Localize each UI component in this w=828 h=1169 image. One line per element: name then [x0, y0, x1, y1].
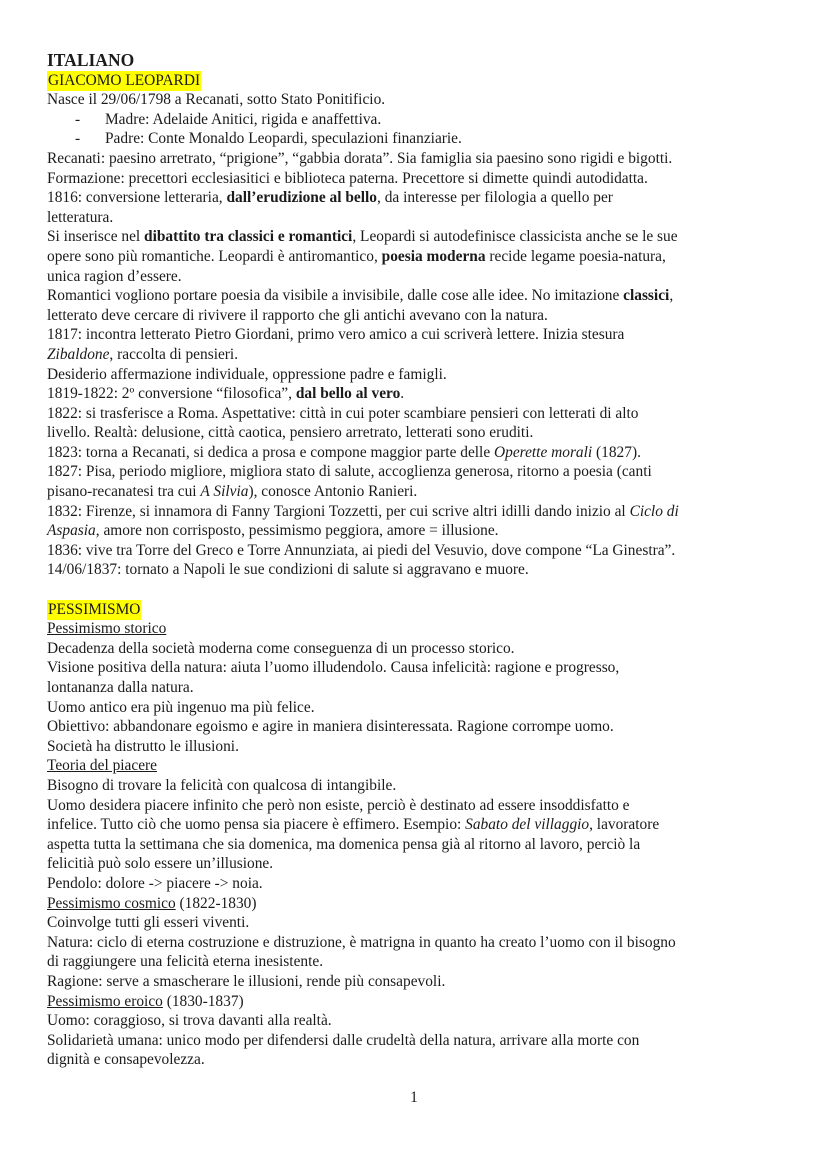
- text-run: Solidarietà umana: unico modo per difendersi dalle crudeltà della natura, arrivare alla morte con: [47, 1031, 640, 1049]
- text-line: [47, 482, 787, 502]
- text-run: (1827).: [592, 443, 641, 461]
- section-heading: [47, 71, 787, 91]
- subsection-heading: [47, 992, 787, 1012]
- text-run: letteratura.: [47, 208, 114, 226]
- text-run: dall’erudizione al bello: [226, 189, 377, 207]
- page-number: 1: [410, 1089, 418, 1106]
- text-line: [47, 384, 787, 404]
- text-run: 1819-1822: 2º conversione “filosofica”,: [47, 385, 296, 403]
- text-run: 1817: incontra letterato Pietro Giordani, primo vero amico a cui scriverà lettere. Inizia stesura: [47, 326, 625, 344]
- text-run: ,: [669, 287, 674, 305]
- text-run: Decadenza della società moderna come conseguenza di un processo storico.: [47, 639, 515, 657]
- text-run: dibattito tra classici e romantici: [144, 228, 353, 246]
- text-run: recide legame poesia-natura,: [485, 247, 666, 265]
- text-line: [47, 286, 787, 306]
- text-run: , amore non corrisposto, pessimismo peggiora, amore = illusione.: [95, 522, 499, 540]
- text-run: 1822: si trasferisce a Roma. Aspettative: città in cui poter scambiare pensieri con letterati di alto: [47, 404, 639, 422]
- subsection-heading: [47, 756, 787, 776]
- text-line: [47, 796, 787, 816]
- text-run: Società ha distrutto le illusioni.: [47, 737, 239, 755]
- text-line: [47, 874, 787, 894]
- text-run: Coinvolge tutti gli esseri viventi.: [47, 914, 250, 932]
- text-run: , Leopardi si autodefinisce classicista anche se le sue: [352, 228, 678, 246]
- text-run: Si inserisce nel: [47, 228, 145, 246]
- text-run: Pessimismo eroico: [47, 992, 163, 1010]
- text-line: [47, 658, 787, 678]
- text-line: [47, 1031, 787, 1051]
- list-item: [47, 129, 787, 149]
- text-run: 14/06/1837: tornato a Napoli le sue condizioni di salute si aggravano e muore.: [47, 561, 529, 579]
- doc-title: [47, 51, 787, 71]
- text-run: Madre: Adelaide Anitici, rigida e anaffettiva.: [105, 110, 382, 128]
- text-run: aspetta tutta la settimana che sia domenica, ma domenica pensa già al ritorno al lavoro, perciò la: [47, 835, 641, 853]
- text-line: [47, 541, 787, 561]
- text-run: 1823: torna a Recanati, si dedica a prosa e compone maggior parte delle: [47, 443, 495, 461]
- text-run: Aspasia: [47, 522, 96, 540]
- text-line: [47, 717, 787, 737]
- text-run: classici: [623, 287, 670, 305]
- text-run: 1827: Pisa, periodo migliore, migliora stato di salute, accoglienza generosa, ritorno a poesia (canti: [47, 463, 652, 481]
- text-run: Obiettivo: abbandonare egoismo e agire in maniera disinteressata. Ragione corrompe uomo.: [47, 718, 614, 736]
- text-line: [47, 443, 787, 463]
- text-run: , da interesse per filologia a quello per: [377, 189, 613, 207]
- text-run: Pendolo: dolore -> piacere -> noia.: [47, 874, 263, 892]
- text-line: [47, 698, 787, 718]
- text-line: [47, 306, 787, 326]
- text-run: opere sono più romantiche. Leopardi è antiromantico,: [47, 247, 382, 265]
- text-line: [47, 972, 787, 992]
- text-run: ITALIANO: [47, 50, 135, 70]
- page-footer: [0, 1088, 828, 1108]
- text-line: [47, 913, 787, 933]
- text-run: Visione positiva della natura: aiuta l’uomo illudendolo. Causa infelicità: ragione e progresso,: [47, 659, 620, 677]
- text-run: PESSIMISMO: [48, 600, 141, 618]
- text-run: Nasce il 29/06/1798 a Recanati, sotto Stato Ponitificio.: [47, 91, 386, 109]
- text-line: [47, 423, 787, 443]
- text-line: [47, 90, 787, 110]
- text-run: poesia moderna: [381, 247, 486, 265]
- text-run: A Silvia: [200, 483, 249, 501]
- bullet-dash: -: [75, 130, 81, 148]
- text-line: [47, 737, 787, 757]
- text-line: [47, 952, 787, 972]
- text-run: di raggiungere una felicità eterna inesistente.: [47, 953, 324, 971]
- text-run: Ragione: serve a smascherare le illusioni, rende più consapevoli.: [47, 972, 446, 990]
- text-run: Recanati: paesino arretrato, “prigione”, “gabbia dorata”. Sia famiglia sia paesino sono rigidi e bigotti.: [47, 149, 673, 167]
- text-run: Uomo desidera piacere infinito che però non esiste, perciò è destinato ad essere insoddisfatto e: [47, 796, 630, 814]
- text-line: [47, 404, 787, 424]
- text-run: Desiderio affermazione individuale, oppressione padre e famigli.: [47, 365, 447, 383]
- text-run: 1832: Firenze, si innamora di Fanny Targioni Tozzetti, per cui scrive altri idilli dando inizio al: [47, 502, 630, 520]
- text-line: [47, 854, 787, 874]
- text-line: [47, 462, 787, 482]
- text-run: Romantici vogliono portare poesia da visibile a invisibile, dalle cose alle idee. No imitazione: [47, 287, 624, 305]
- text-run: lontananza dalla natura.: [47, 679, 194, 696]
- text-run: unica ragion d’essere.: [47, 267, 182, 285]
- text-line: [47, 169, 787, 189]
- text-line: [47, 1050, 787, 1070]
- text-run: Pessimismo cosmico: [47, 894, 176, 912]
- text-run: (1830-1837): [162, 992, 244, 1010]
- subsection-heading: [47, 894, 787, 914]
- text-run: dignità e consapevolezza.: [47, 1051, 205, 1069]
- text-run: Padre: Conte Monaldo Leopardi, speculazioni finanziarie.: [105, 130, 462, 148]
- text-run: , lavoratore: [589, 816, 660, 834]
- text-line: [47, 835, 787, 855]
- text-line: [47, 639, 787, 659]
- text-line: [47, 267, 787, 287]
- text-run: Pessimismo storico: [47, 620, 167, 638]
- bullet-dash: -: [75, 110, 81, 128]
- text-line: [47, 345, 787, 365]
- text-run: Uomo antico era più ingenuo ma più felice.: [47, 698, 315, 716]
- text-line: [47, 933, 787, 953]
- text-run: Zibaldone: [47, 345, 110, 363]
- blank-line: [47, 580, 787, 600]
- text-line: [47, 521, 787, 541]
- text-run: Sabato del villaggio: [465, 816, 590, 834]
- text-run: Natura: ciclo di eterna costruzione e distruzione, è matrigna in quanto ha creato l’uomo con il bisogno: [47, 933, 676, 951]
- subsection-heading: [47, 619, 787, 639]
- text-run: infelice. Tutto ciò che uomo pensa sia piacere è effimero. Esempio:: [47, 816, 466, 834]
- text-line: [47, 815, 787, 835]
- text-line: [47, 1011, 787, 1031]
- text-line: [47, 149, 787, 169]
- list-item: [47, 110, 787, 130]
- text-line: [47, 247, 787, 267]
- text-run: dal bello al vero: [295, 385, 401, 403]
- text-run: , raccolta di pensieri.: [109, 345, 239, 363]
- text-run: Formazione: precettori ecclesiasitici e biblioteca paterna. Precettore si dimette quindi autodidatta.: [47, 169, 648, 187]
- text-run: 1836: vive tra Torre del Greco e Torre Annunziata, ai piedi del Vesuvio, dove compone “La Ginestra”.: [47, 541, 676, 559]
- text-run: letterato deve cercare di rivivere il rapporto che gli antichi avevano con la natura.: [47, 306, 548, 324]
- text-line: [47, 365, 787, 385]
- text-run: pisano-recanatesi tra cui: [47, 483, 201, 501]
- text-run: Operette morali: [494, 443, 593, 461]
- text-run: .: [400, 385, 405, 403]
- text-run: felicitià può solo essere un’illusione.: [47, 855, 274, 873]
- text-line: [47, 776, 787, 796]
- text-run: Uomo: coraggioso, si trova davanti alla realtà.: [47, 1012, 332, 1030]
- text-run: ), conosce Antonio Ranieri.: [248, 483, 418, 501]
- text-run: GIACOMO LEOPARDI: [48, 71, 201, 89]
- text-line: [47, 227, 787, 247]
- section-heading: [47, 600, 787, 620]
- text-line: [47, 678, 787, 698]
- text-run: Teoria del piacere: [47, 757, 158, 775]
- text-line: [47, 188, 787, 208]
- document-content: [47, 51, 787, 1070]
- text-run: 1816: conversione letteraria,: [47, 189, 227, 207]
- text-run: (1822-1830): [175, 894, 257, 912]
- text-line: [47, 502, 787, 522]
- text-line: [47, 325, 787, 345]
- text-line: [47, 208, 787, 228]
- text-run: Bisogno di trovare la felicità con qualcosa di intangibile.: [47, 776, 397, 794]
- text-run: Ciclo di: [629, 502, 679, 520]
- text-line: [47, 560, 787, 580]
- text-run: livello. Realtà: delusione, città caotica, pensiero arretrato, letterati sono eruditi.: [47, 424, 534, 442]
